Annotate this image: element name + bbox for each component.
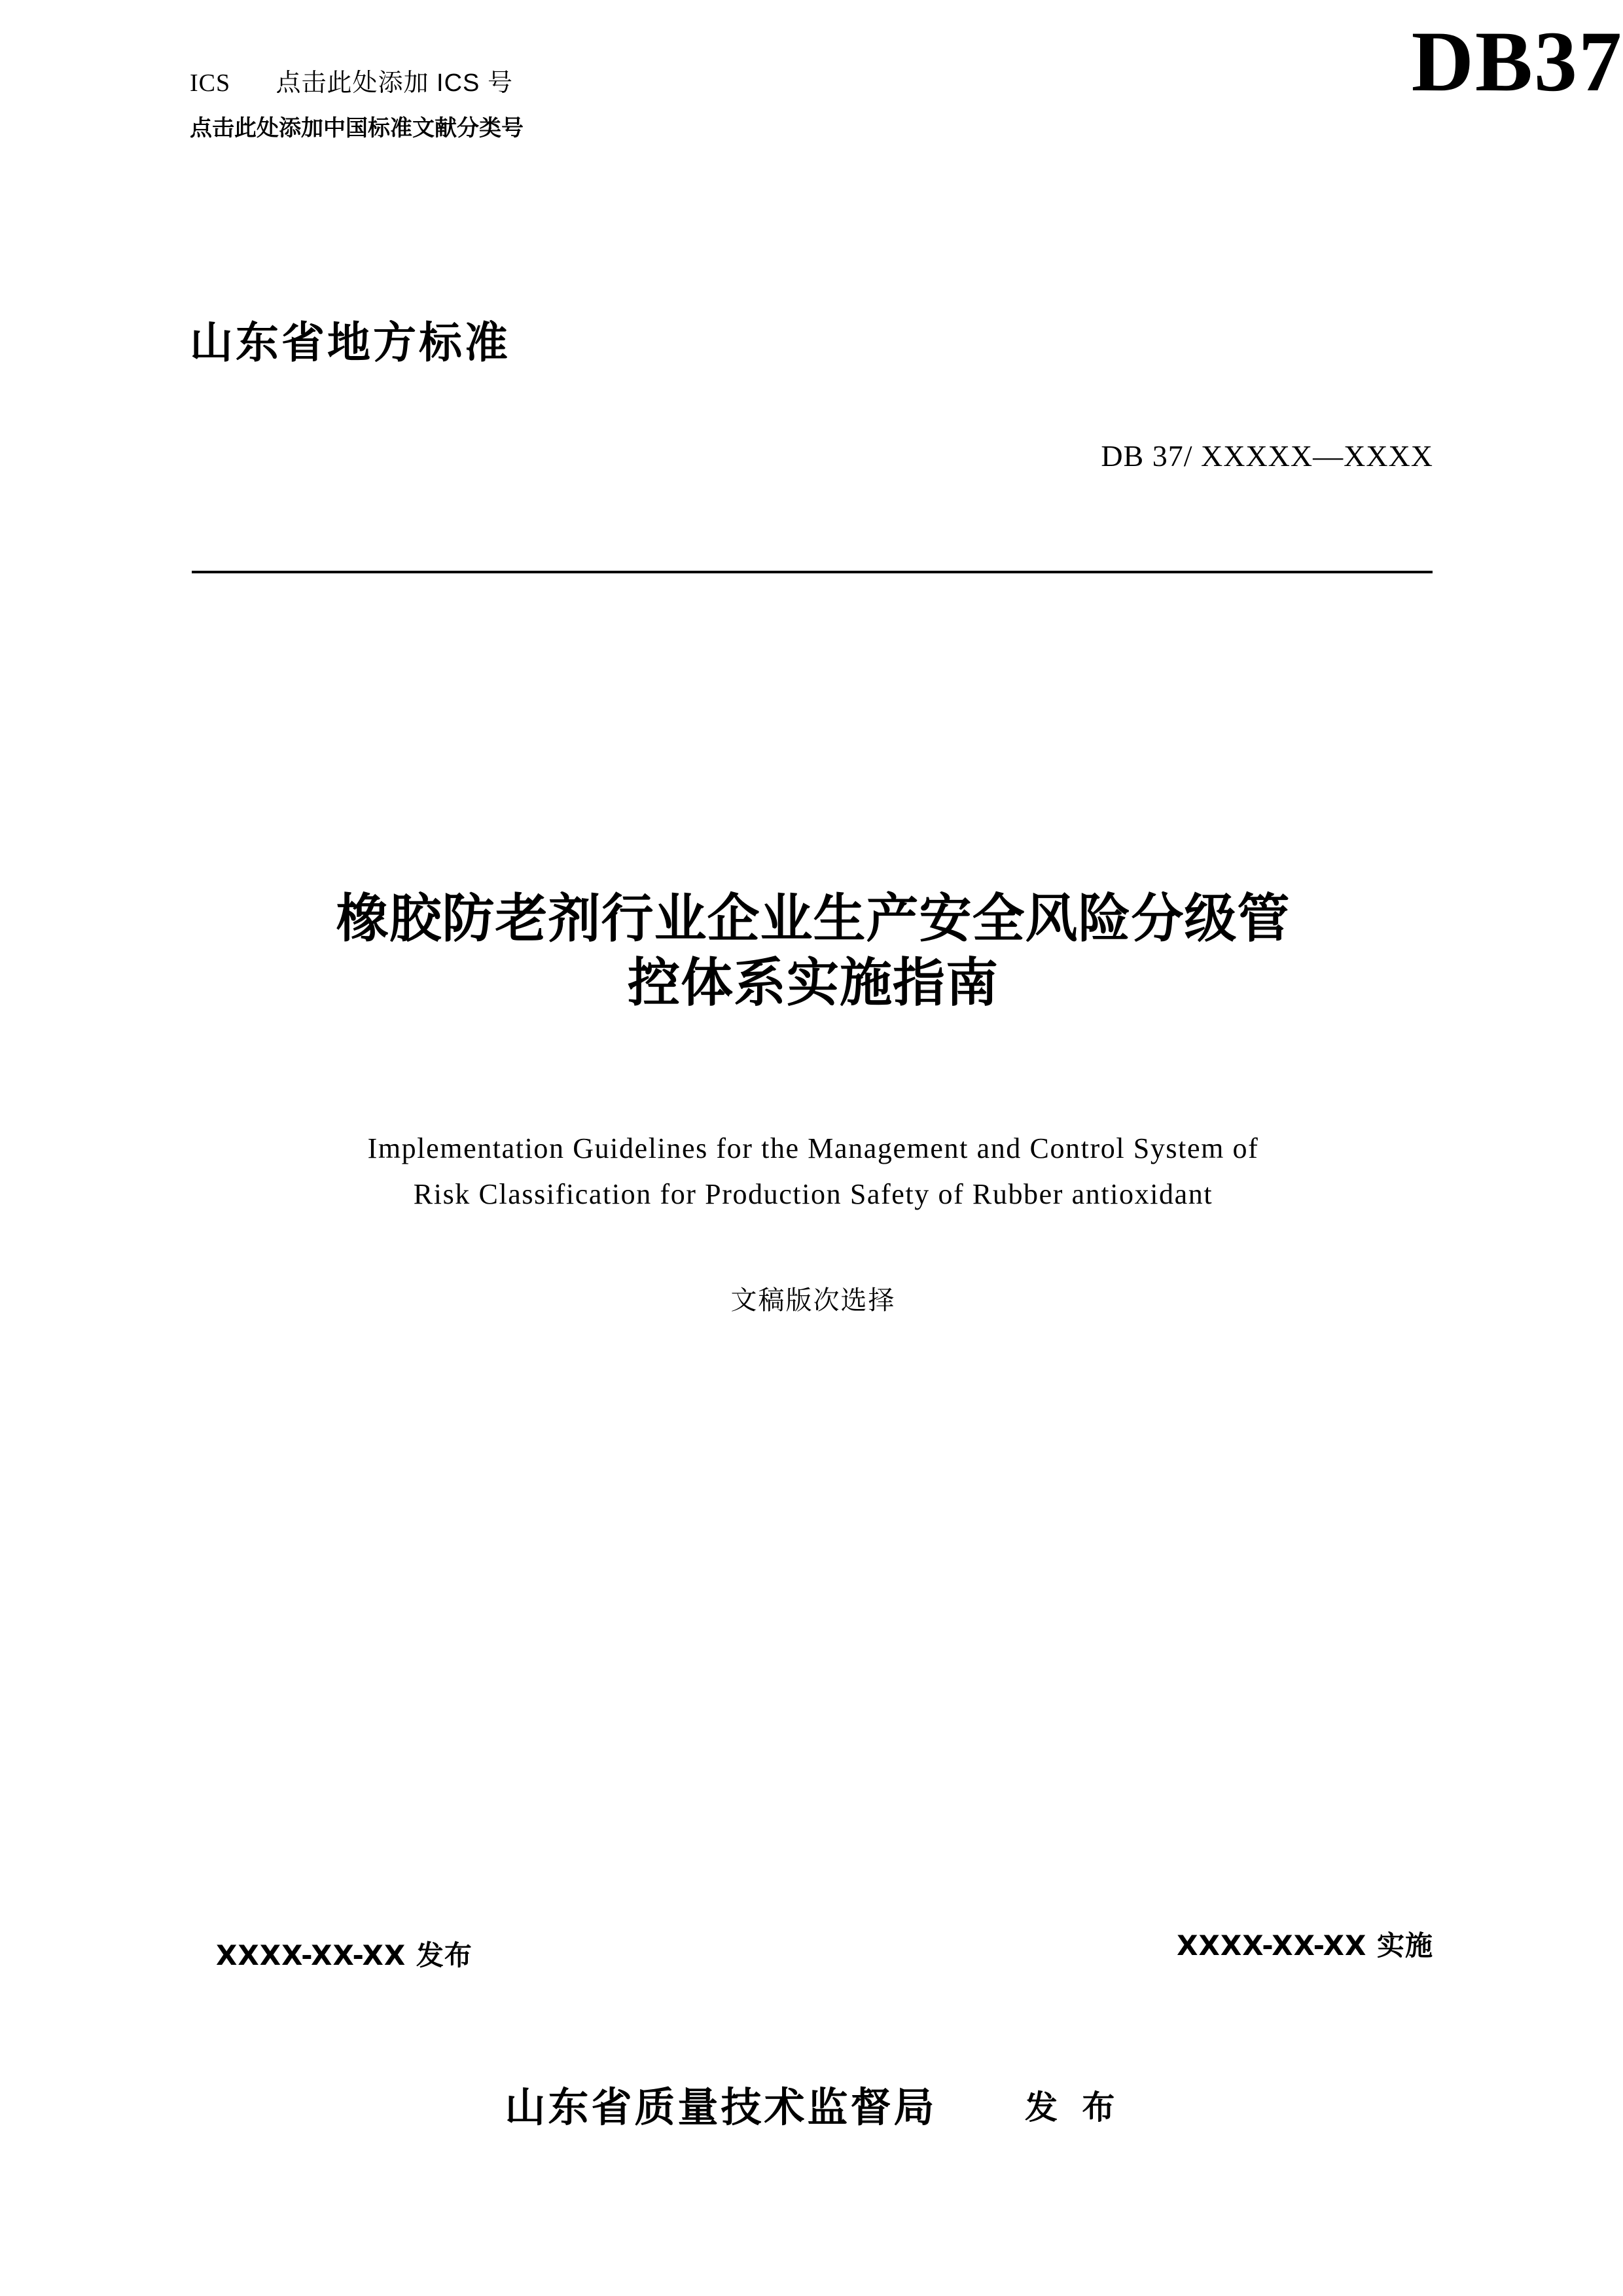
standard-kind-label: 山东省地方标准 xyxy=(190,317,510,368)
title-english xyxy=(164,1126,1463,1218)
title-chinese-line-1: 橡胶防老剂行业企业生产安全风险分级管 xyxy=(336,888,1291,949)
ics-label: ICS xyxy=(190,69,231,97)
standard-number: DB 37/ XXXXX—XXXX xyxy=(1101,439,1433,473)
issue-date: XXXX-XX-XX 发布 xyxy=(216,1939,473,1971)
title-english-line-1: Implementation Guidelines for the Management and Control System of xyxy=(367,1132,1259,1164)
title-chinese-line-2: 控体系实施指南 xyxy=(628,952,999,1013)
ics-line xyxy=(190,62,1433,98)
publisher-row xyxy=(164,2075,1463,2133)
publisher-name: 山东省质量技术监督局 xyxy=(505,2083,937,2131)
effective-date: XXXX-XX-XX 实施 xyxy=(1177,1929,1433,1962)
title-chinese xyxy=(164,887,1463,1014)
header-block xyxy=(190,62,1433,142)
ics-value: 点击此处添加 ICS 号 xyxy=(276,69,513,97)
ccs-classification-line: 点击此处添加中国标准文献分类号 xyxy=(190,116,524,141)
header-divider xyxy=(192,571,1433,573)
title-english-line-2: Risk Classification for Production Safety of Rubber antioxidant xyxy=(413,1178,1213,1211)
series-mark: DB37 xyxy=(1411,13,1623,109)
draft-version-note: 文稿版次选择 xyxy=(730,1285,896,1315)
publish-verb: 发 布 xyxy=(1025,2089,1122,2126)
